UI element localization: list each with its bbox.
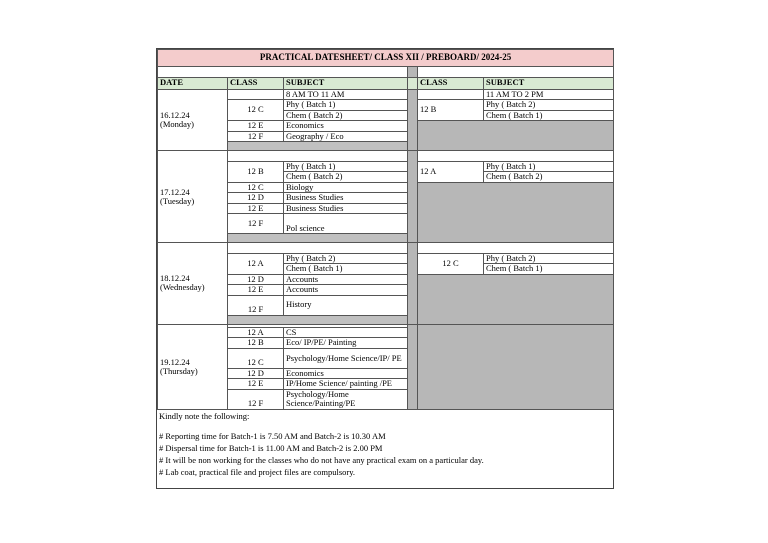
class-cell: 12 C <box>228 100 284 121</box>
note-item: # It will be non working for the classes who do not have any practical exam on a particular day. <box>159 455 484 465</box>
subject-cell: Chem ( Batch 1) <box>484 110 614 121</box>
header-class-2: CLASS <box>418 77 484 89</box>
class-cell: 12 D <box>228 368 284 379</box>
subject-cell: Psychology/Home Science/IP/ PE <box>284 348 408 368</box>
note-item: # Lab coat, practical file and project files are compulsory. <box>159 467 356 477</box>
class-cell: 12 B <box>228 161 284 182</box>
subject-cell: Phy ( Batch 1) <box>284 161 408 172</box>
time-slot-morning: 8 AM TO 11 AM <box>284 89 408 100</box>
subject-cell: Business Studies <box>284 203 408 214</box>
date-cell: 17.12.24 (Tuesday) <box>158 151 228 243</box>
subject-cell: Biology <box>284 182 408 193</box>
class-cell: 12 F <box>228 389 284 409</box>
class-cell: 12 F <box>228 295 284 315</box>
header-class: CLASS <box>228 77 284 89</box>
subject-cell: Pol science <box>284 214 408 234</box>
subject-cell: Eco/ IP/PE/ Painting <box>284 338 408 349</box>
class-cell: 12 C <box>228 182 284 193</box>
class-cell: 12 D <box>228 274 284 285</box>
class-cell: 12 E <box>228 203 284 214</box>
class-cell: 12 D <box>228 193 284 204</box>
note-item: # Reporting time for Batch-1 is 7.50 AM and Batch-2 is 10.30 AM <box>159 431 386 441</box>
subject-cell: Chem ( Batch 2) <box>284 172 408 183</box>
class-cell: 12 E <box>228 285 284 296</box>
class-cell: 12 B <box>418 100 484 121</box>
subject-cell: Geography / Eco <box>284 131 408 142</box>
subject-cell: IP/Home Science/ painting /PE <box>284 379 408 390</box>
subject-cell: Economics <box>284 121 408 132</box>
subject-cell: Psychology/Home Science/Painting/PE <box>284 389 408 409</box>
subject-cell: Phy ( Batch 2) <box>484 100 614 111</box>
class-cell: 12 A <box>228 327 284 338</box>
note-item: # Dispersal time for Batch-1 is 11.00 AM and Batch-2 is 2.00 PM <box>159 443 383 453</box>
time-slot-afternoon: 11 AM TO 2 PM <box>484 89 614 100</box>
subject-cell: Accounts <box>284 274 408 285</box>
subject-cell: Accounts <box>284 285 408 296</box>
header-subject: SUBJECT <box>284 77 408 89</box>
subject-cell: Economics <box>284 368 408 379</box>
page-title: PRACTICAL DATESHEET/ CLASS XII / PREBOARD/ 2024-25 <box>158 50 614 67</box>
subject-cell: Phy ( Batch 2) <box>284 253 408 264</box>
class-cell: 12 C <box>418 253 484 274</box>
date-cell: 18.12.24 (Wednesday) <box>158 243 228 325</box>
subject-cell: Chem ( Batch 2) <box>284 110 408 121</box>
date-cell: 16.12.24 (Monday) <box>158 89 228 151</box>
subject-cell: Phy ( Batch 1) <box>484 161 614 172</box>
subject-cell: Chem ( Batch 1) <box>484 264 614 275</box>
class-cell: 12 B <box>228 338 284 349</box>
class-cell: 12 F <box>228 214 284 234</box>
class-cell: 12 E <box>228 379 284 390</box>
datesheet <box>156 48 614 489</box>
subject-cell: Phy ( Batch 2) <box>484 253 614 264</box>
class-cell: 12 A <box>418 161 484 182</box>
notes-heading: Kindly note the following: <box>159 411 250 421</box>
class-cell: 12 C <box>228 348 284 368</box>
subject-cell: Phy ( Batch 1) <box>284 100 408 111</box>
class-cell: 12 E <box>228 121 284 132</box>
date-cell: 19.12.24 (Thursday) <box>158 324 228 410</box>
header-subject-2: SUBJECT <box>484 77 614 89</box>
header-date: DATE <box>158 77 228 89</box>
datesheet-table <box>157 49 614 410</box>
subject-cell: Business Studies <box>284 193 408 204</box>
subject-cell: CS <box>284 327 408 338</box>
class-cell: 12 A <box>228 253 284 274</box>
class-cell: 12 F <box>228 131 284 142</box>
subject-cell: History <box>284 295 408 315</box>
subject-cell: Chem ( Batch 1) <box>284 264 408 275</box>
subject-cell: Chem ( Batch 2) <box>484 172 614 183</box>
notes-section <box>157 410 613 488</box>
